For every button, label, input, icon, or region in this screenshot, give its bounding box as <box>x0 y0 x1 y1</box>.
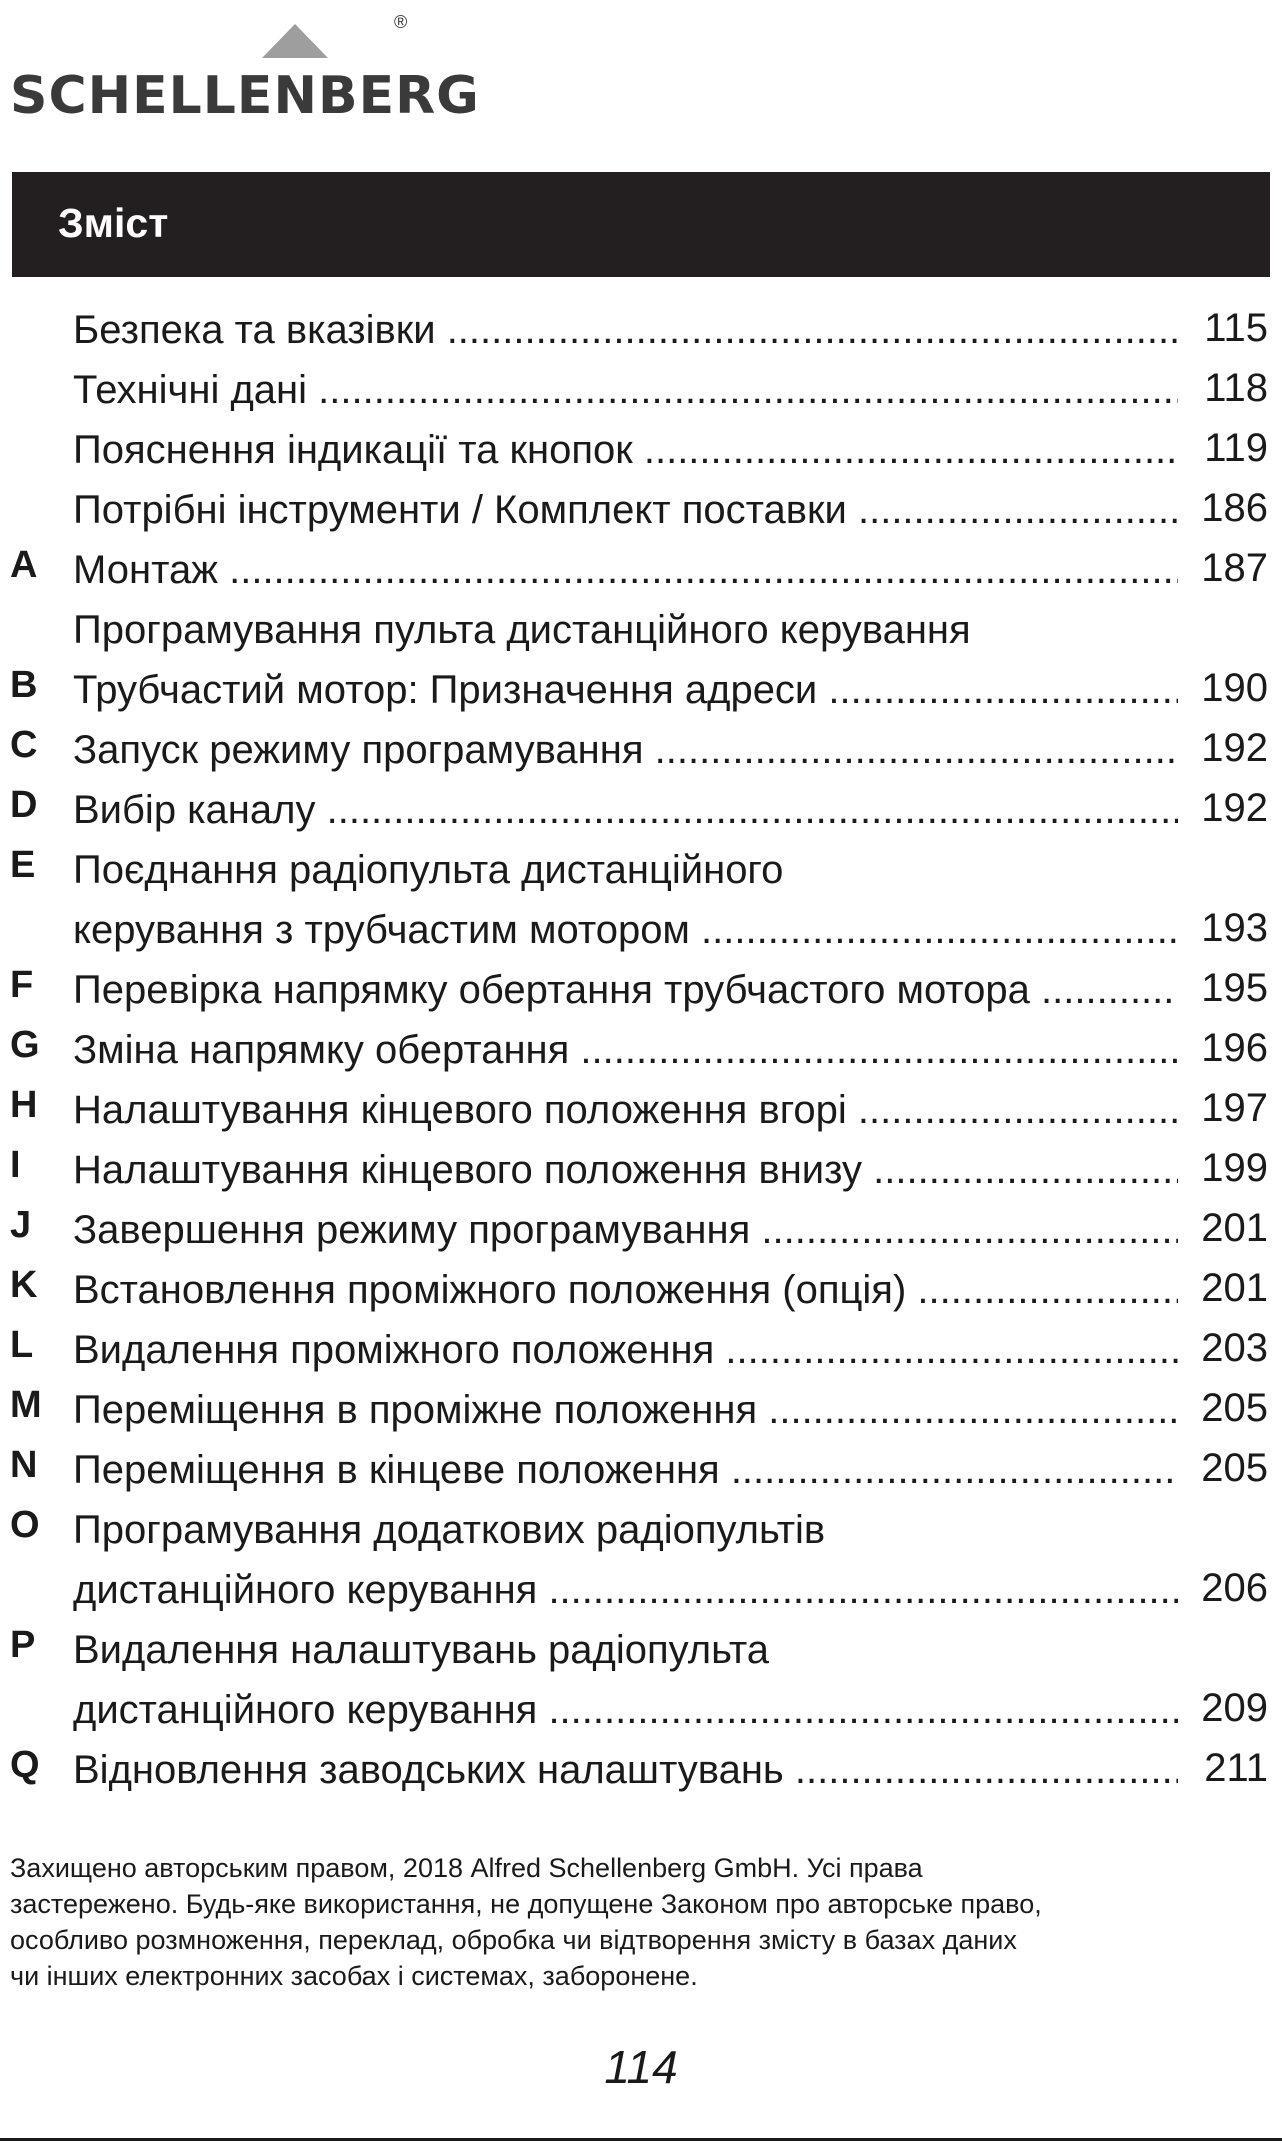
toc-entry <box>0 1620 1282 1740</box>
toc-line <box>0 1200 1282 1260</box>
page-title: Зміст <box>58 200 169 246</box>
toc-title: дистанційного керування ..... <box>73 1686 1192 1734</box>
toc-entry <box>0 1440 1282 1500</box>
section-letter: G <box>10 1024 40 1066</box>
copyright-line: Захищено авторським правом, 2018 Alfred Schellenberg GmbH. Усі права <box>10 1853 923 1883</box>
toc-title: Налаштування кінцевого положення вгорі ..... <box>73 1086 1192 1134</box>
toc-page-number: 192 <box>1178 784 1268 832</box>
toc-line <box>0 540 1282 600</box>
toc-entry <box>0 1140 1282 1200</box>
toc-entry <box>0 1020 1282 1080</box>
toc-line <box>0 360 1282 420</box>
toc-entry <box>0 1380 1282 1440</box>
toc-line <box>0 900 1282 960</box>
section-letter: P <box>10 1624 36 1666</box>
toc-entry <box>0 720 1282 780</box>
copyright-line: чи інших електронних засобах і системах, заборонене. <box>10 1961 698 1991</box>
toc-line <box>0 1320 1282 1380</box>
toc-page-number: 186 <box>1178 484 1268 532</box>
toc-page-number: 206 <box>1178 1564 1268 1612</box>
registered-mark: ® <box>394 12 408 32</box>
toc-title: Встановлення проміжного положення (опція) ..... <box>73 1266 1192 1314</box>
toc-title: Переміщення в кінцеве положення ..... <box>73 1446 1192 1494</box>
toc-entry <box>0 1500 1282 1620</box>
section-letter: M <box>10 1384 42 1426</box>
toc-line <box>0 720 1282 780</box>
section-letter: O <box>10 1504 40 1546</box>
toc-line <box>0 960 1282 1020</box>
toc-title: Монтаж ..... <box>73 546 1192 594</box>
toc-entry <box>0 960 1282 1020</box>
toc-line <box>0 1560 1282 1620</box>
toc-line <box>0 660 1282 720</box>
toc-line <box>0 1260 1282 1320</box>
toc-title: Пояснення індикації та кнопок ..... <box>73 426 1192 474</box>
toc-entry <box>0 1260 1282 1320</box>
section-letter: J <box>10 1204 32 1246</box>
title-bar <box>12 172 1270 277</box>
toc-line <box>0 480 1282 540</box>
section-letter: L <box>10 1324 34 1366</box>
toc-line <box>0 1080 1282 1140</box>
toc-title: Програмування додаткових радіопультів <box>73 1508 826 1552</box>
toc-title: Технічні дані ..... <box>73 366 1192 414</box>
toc-line <box>0 1020 1282 1080</box>
toc-line <box>0 420 1282 480</box>
toc-page-number: 211 <box>1178 1744 1268 1792</box>
toc-page-number: 193 <box>1178 904 1268 952</box>
toc-entry <box>0 540 1282 600</box>
toc-page-number: 199 <box>1178 1144 1268 1192</box>
copyright-line: застережено. Будь-яке використання, не допущене Законом про авторське право, <box>10 1889 1042 1919</box>
toc-entry <box>0 660 1282 720</box>
toc-page-number: 209 <box>1178 1684 1268 1732</box>
toc-title: Завершення режиму програмування ..... <box>73 1206 1192 1254</box>
toc-line <box>0 300 1282 360</box>
toc-page-number: 190 <box>1178 664 1268 712</box>
toc-entry <box>0 600 1282 660</box>
toc-page-number: 203 <box>1178 1324 1268 1372</box>
section-letter: Q <box>10 1744 40 1786</box>
toc-page-number: 192 <box>1178 724 1268 772</box>
toc-entry <box>0 1080 1282 1140</box>
toc-title: керування з трубчастим мотором ..... <box>73 906 1192 954</box>
copyright-notice <box>10 1850 1250 1994</box>
section-letter: E <box>10 844 36 886</box>
toc-entry <box>0 1320 1282 1380</box>
toc-title: дистанційного керування ..... <box>73 1566 1192 1614</box>
toc-title: Трубчастий мотор: Призначення адреси ..... <box>73 666 1192 714</box>
toc-title: Видалення проміжного положення ..... <box>73 1326 1192 1374</box>
toc-title: Налаштування кінцевого положення внизу ..... <box>73 1146 1192 1194</box>
toc-title: Програмування пульта дистанційного керування <box>73 608 971 652</box>
toc-entry <box>0 300 1282 360</box>
toc-page-number: 197 <box>1178 1084 1268 1132</box>
toc-entry <box>0 780 1282 840</box>
toc-line <box>0 840 1282 900</box>
section-letter: A <box>10 544 38 586</box>
toc-page-number: 201 <box>1178 1264 1268 1312</box>
toc-title: Перевірка напрямку обертання трубчастого мотора ..... <box>73 966 1192 1014</box>
section-letter: C <box>10 724 38 766</box>
copyright-line: особливо розмноження, переклад, обробка чи відтворення змісту в базах даних <box>10 1925 1017 1955</box>
toc-line <box>0 1140 1282 1200</box>
toc-page-number: 195 <box>1178 964 1268 1012</box>
toc-line <box>0 1740 1282 1800</box>
page-number: 114 <box>604 2041 678 2093</box>
toc-page-number: 205 <box>1178 1444 1268 1492</box>
section-letter: H <box>10 1084 38 1126</box>
toc-line <box>0 600 1282 660</box>
toc-title: Запуск режиму програмування ..... <box>73 726 1192 774</box>
toc-title: Потрібні інструменти / Комплект поставки ..... <box>73 486 1192 534</box>
section-letter: D <box>10 784 38 826</box>
toc-entry <box>0 840 1282 960</box>
section-letter: I <box>10 1144 21 1186</box>
toc-line <box>0 1680 1282 1740</box>
toc-entry <box>0 1740 1282 1800</box>
toc-page-number: 119 <box>1178 424 1268 472</box>
bottom-rule <box>0 2138 1282 2141</box>
toc-line <box>0 1620 1282 1680</box>
section-letter: N <box>10 1444 38 1486</box>
toc-line <box>0 780 1282 840</box>
toc-line <box>0 1500 1282 1560</box>
toc-page-number: 115 <box>1178 304 1268 352</box>
toc-line <box>0 1380 1282 1440</box>
toc-title: Переміщення в проміжне положення ..... <box>73 1386 1192 1434</box>
toc-title: Відновлення заводських налаштувань ..... <box>73 1746 1192 1794</box>
table-of-contents <box>0 300 1282 1800</box>
toc-line <box>0 1440 1282 1500</box>
toc-page-number: 196 <box>1178 1024 1268 1072</box>
section-letter: F <box>10 964 34 1006</box>
toc-page-number: 187 <box>1178 544 1268 592</box>
toc-page-number: 201 <box>1178 1204 1268 1252</box>
section-letter: K <box>10 1264 38 1306</box>
toc-entry <box>0 480 1282 540</box>
toc-entry <box>0 420 1282 480</box>
toc-title: Безпека та вказівки ..... <box>73 306 1192 354</box>
section-letter: B <box>10 664 38 706</box>
brand-name: SCHELLENBERG <box>10 66 480 126</box>
schellenberg-logo <box>10 10 480 126</box>
toc-entry <box>0 360 1282 420</box>
toc-page-number: 205 <box>1178 1384 1268 1432</box>
toc-title: Зміна напрямку обертання ..... <box>73 1026 1192 1074</box>
toc-title: Вибір каналу ..... <box>73 786 1192 834</box>
toc-entry <box>0 1200 1282 1260</box>
toc-page-number: 118 <box>1178 364 1268 412</box>
toc-title: Видалення налаштувань радіопульта <box>73 1628 769 1672</box>
toc-title: Поєднання радіопульта дистанційного <box>73 848 784 892</box>
